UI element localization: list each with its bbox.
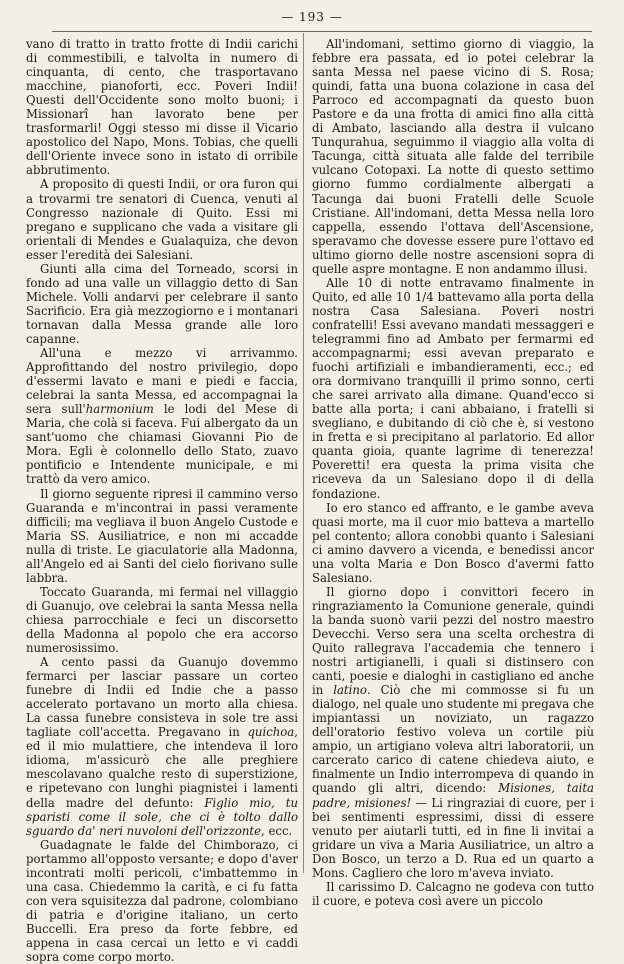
paragraph: All'indomani, settimo giorno di viaggio, la febbre era passata, ed io potei celebrar la santa Messa nel paese vicino di S. Rosa; quindi, fatta una buona colazione in casa del Parroco ed accompagnati da questo buon Pastore e da una frotta di amici fino alla città di Ambato, lasciando alla destra il vulcano Tunqurahua, seguimmo il viaggio alla volta di Tacunga, città situata alle falde del terribile vulcano Cotopaxi. La notte di questo settimo giorno fummo cordialmente albergati a Tacunga dai buoni Fratelli delle Scuole Cristiane. All'indomani, detta Messa nella loro cappella, essendo l'ottava dell'Ascensione, speravamo che dovesse essere pure l'ottavo ed ultimo giorno delle nostre ascensioni sopra di quelle aspre montagne. E non andammo illusi.: [312, 37, 594, 276]
italic-quote: Figlio mio, tu sparisti come il sole, che ci è tolto dallo sguardo da' neri nuvoloni dell'orizzonte: [26, 795, 298, 838]
paragraph: vano di tratto in tratto frotte di Indii carichi di commestibili, e talvolta in numero di cinquanta, di cento, che trasportavano macchine, pianoforti, ecc. Poveri Indii! Questi dell'Occidente sono molto buoni; i Missionarî han lavorato bene per trasformarli! Oggi stesso mi disse il Vicario apostolico del Napo, Mons. Tobias, che quelli dell'Oriente invece sono in istato di orribile abbrutimento.: [26, 37, 298, 178]
paragraph: Giunti alla cima del Torneado, scorsi in fondo ad una valle un villaggio detto di San Michele. Volli andarvi per celebrare il santo Sacrificio. Era già mezzogiorno e i montanari tornavan dalla Messa grande alle loro capanne.: [26, 261, 298, 346]
paragraph: Il carissimo D. Calcagno ne godeva con tutto il cuore, e poteva così avere un piccolo: [312, 879, 594, 908]
paragraph: Toccato Guaranda, mi fermai nel villaggio di Guanujo, ove celebrai la santa Messa nella chiesa parrocchiale e feci un discorsetto della Madonna al popolo che era accorso numerosissimo.: [26, 584, 298, 656]
italic-term: harmonium: [85, 402, 154, 417]
column-divider: [303, 33, 304, 873]
paragraph: Alle 10 di notte entravamo finalmente in Quito, ed alle 10 1/4 battevamo alla porta della nostra Casa Salesiana. Poveri nostri confratelli! Essi avevano mandati messaggeri e telegrammi fino ad Ambato per fermarmi ed accompagnarmi; essi avevan preparato e fuochi artifiziali e imbandieramenti, ecc.; ed ora dormivano tranquilli il primo sonno, certi che sarei arrivato alla dimane. Quand'ecco si batte alla porta; i cani abbaiano, i fratelli si svegliano, e dubitando di ciò che è, si vestono in fretta e si precipitano al parlatorio. Ed allor quanta gioia, quante lagrime di tenerezza! Poveretti! era questa la prima visita che riceveva da un Salesiano dopo il di della fondazione.: [312, 275, 594, 501]
italic-term: quichoa: [247, 725, 295, 740]
italic-quote: Misiones, taita padre, misiones!: [312, 781, 594, 810]
paragraph: All'una e mezzo vi arrivammo. Approfittando del nostro privilegio, dopo d'essermi lavato e mani e piedi e faccia, celebrai la santa Messa, ed accompagnai la sera sull'harmonium le lodi del Mese di Maria, che colà si faceva. Fui albergato da un sant'uomo che chiamasi Giovanni Pio de Mora. Egli è colonnello dello Stato, zuavo pontificio e Intendente municipale, e mi trattò da vero amico.: [26, 346, 298, 487]
paragraph: Io ero stanco ed affranto, e le gambe aveva quasi morte, ma il cuor mio batteva a martello pel contento; allora conobbi quanto i Salesiani ci amino davvero a vicenda, e benedissi ancor una volta Maria e Don Bosco d'avermi fatto Salesiano.: [312, 500, 594, 585]
page-number: — 193 —: [281, 10, 343, 24]
left-column: [26, 37, 298, 964]
paragraph: A cento passi da Guanujo dovemmo fermarci per lasciar passare un corteo funebre di Indii ed Indie che a passo accelerato portavano un morto alla chiesa. La cassa funebre consisteva in sole tre assi tagliate coll'accetta. Pregavano in quichoa, ed il mio mulattiere, che intendeva il loro idioma, m'assicurò che alle preghiere mescolavano qualche resto di superstizione, e ripetevano con lunghi piagnistei i lamenti della madre del defunto: Figlio mio, tu sparisti come il sole, che ci è tolto dallo sguardo da' neri nuvoloni dell'orizzonte, ecc.: [26, 655, 298, 838]
right-column: [312, 37, 594, 908]
paragraph: Il giorno dopo i convittori fecero in ringraziamento la Comunione generale, quindi la banda suonò varii pezzi del nostro maestro Devecchi. Verso sera una scelta orchestra di Quito rallegrava l'accademia che tennero i nostri artigianelli, i quali si distinsero con canti, poesie e dialoghi in castigliano ed anche in latino. Ciò che mi commosse si fu un dialogo, nel quale uno studente mi pregava che impiantassi un noviziato, un ragazzo dell'oratorio festivo voleva un cortile più ampio, un artigiano voleva altri laboratorii, un carcerato carico di catene chiedeva aiuto, e finalmente un Indio interrompeva di quando in quando gli altri, dicendo: Misiones, taita padre, misiones! — Li ringraziai di cuore, per i bei sentimenti espressimi, dissi di essere venuto per aiutarli tutti, ed in fine li invitai a gridare un viva a Maria Ausiliatrice, un altro a Don Bosco, un terzo a D. Rua ed un quarto a Mons. Cagliero che loro m'aveva inviato.: [312, 584, 594, 880]
header-rule: [52, 31, 592, 32]
paragraph: Il giorno seguente ripresi il cammino verso Guaranda e m'incontrai in passi veramente difficili; ma vegliava il buon Angelo Custode e Maria SS. Ausiliatrice, e non mi accadde nulla di triste. Le giaculatorie alla Madonna, all'Angelo ed ai Santi del cielo fiorivano sulle labbra.: [26, 486, 298, 585]
paragraph: Guadagnate le falde del Chimborazo, ci portammo all'opposto versante; e dopo d'aver incontrati molti pericoli, c'imbattemmo in una casa. Chiedemmo la carità, e ci fu fatta con vera squisitezza dal padrone, colombiano di patria e d'origine italiano, un certo Buccelli. Era preso da forte febbre, ed appena in casa cercai un letto e vi caddi sopra come corpo morto.: [26, 837, 298, 964]
paragraph: A proposito di questi Indii, or ora furon qui a trovarmi tre senatori di Cuenca, venuti al Congresso nazionale di Quito. Essi mi pregano e supplicano che vada a visitare gli orientali di Mendes e Gualaquiza, che devon esser l'eredità dei Salesiani.: [26, 177, 298, 262]
italic-term: latino: [333, 683, 367, 698]
